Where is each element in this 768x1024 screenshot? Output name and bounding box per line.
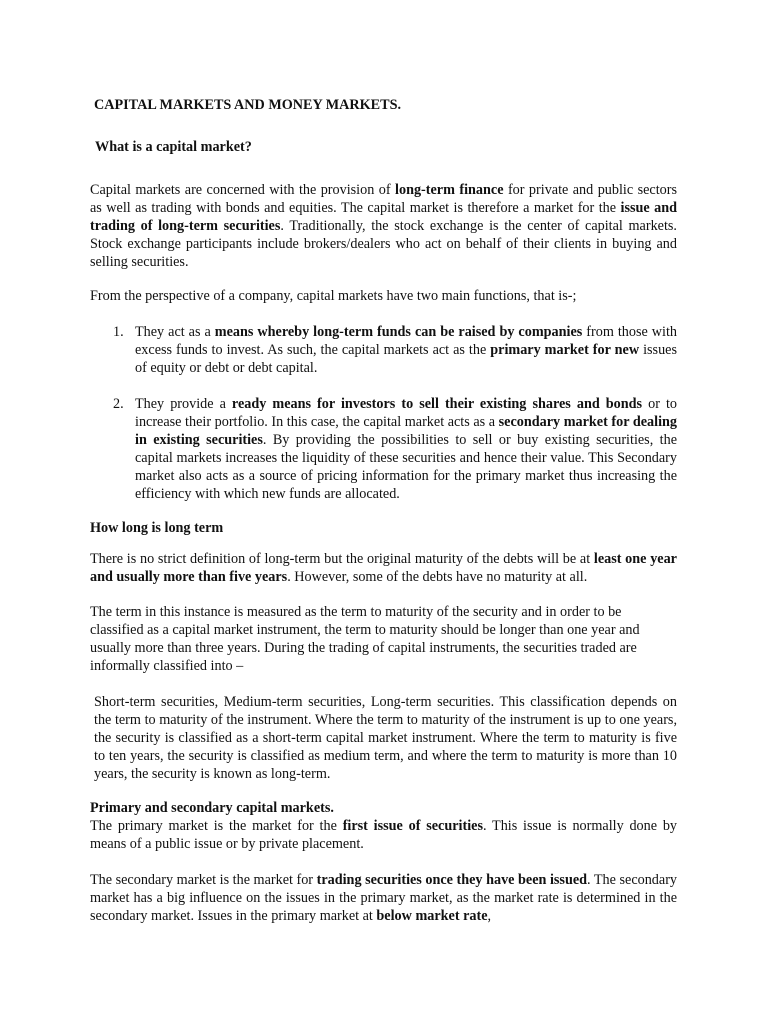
heading-how-long-is-long-term: How long is long term (90, 520, 224, 536)
doc-title: CAPITAL MARKETS AND MONEY MARKETS. (94, 97, 402, 113)
heading-primary-secondary-markets: Primary and secondary capital markets. (90, 800, 334, 816)
paragraph-capital-markets-intro: Capital markets are concerned with the provision of long-term finance for private and public sectors as well as trading with bonds and equities. The capital market is therefore a market for the issue and trading of long-term securities. Traditionally, the stock exchange is the center of capital markets. Stock exchange participants include brokers/dealers who act on behalf of their clients in buying and selling securities. (90, 182, 678, 270)
paragraph-long-term-definition: There is no strict definition of long-term but the original maturity of the debts will be at least one year and usually more than five years. However, some of the debts have no maturity at all. (90, 551, 677, 585)
paragraph-secondary-market: The secondary market is the market for trading securities once they have been issued. The secondary market has a big influence on the issues in the primary market, as the market rate is determined in the secondary market. Issues in the primary market at below market rate, (90, 872, 678, 924)
paragraph-two-functions: From the perspective of a company, capital markets have two main functions, that is-; (90, 288, 577, 304)
paragraph-term-to-maturity: The term in this instance is measured as the term to maturity of the security and in order to be classified as a capital market instrument, the term to maturity should be longer than one year and usually more than three years. During the trading of capital instruments, the securities traded are informally classified into – (90, 604, 640, 674)
paragraph-security-classification: Short-term securities, Medium-term securities, Long-term securities. This classification depends on the term to maturity of the instrument. Where the term to maturity of the instrument is up to one years, the security is classified as a short-term capital market instrument. Where the term to maturity is five to ten years, the security is classified as medium term, and where the term to maturity is more than 10 years, the security is known as long-term. (94, 694, 677, 782)
list-item-text: They act as a means whereby long-term funds can be raised by companies from those with excess funds to invest. As such, the capital markets act as the primary market for new issues of equity or debt or debt capital. (135, 324, 678, 376)
list-number: 1. (113, 324, 124, 340)
paragraph-primary-market: The primary market is the market for the first issue of securities. This issue is normally done by means of a public issue or by private placement. (90, 818, 678, 852)
heading-what-is-capital-market: What is a capital market? (95, 139, 252, 155)
list-item-text: They provide a ready means for investors to sell their existing shares and bonds or to increase their portfolio. In this case, the capital market acts as a secondary market for dealing in existing securities. By providing the possibilities to sell or buy existing securities, the capital markets increases the liquidity of these securities and hence their value. This Secondary market also acts as a source of pricing information for the primary market thus increasing the efficiency with which new funds are allocated. (135, 396, 677, 502)
list-number: 2. (113, 396, 124, 412)
